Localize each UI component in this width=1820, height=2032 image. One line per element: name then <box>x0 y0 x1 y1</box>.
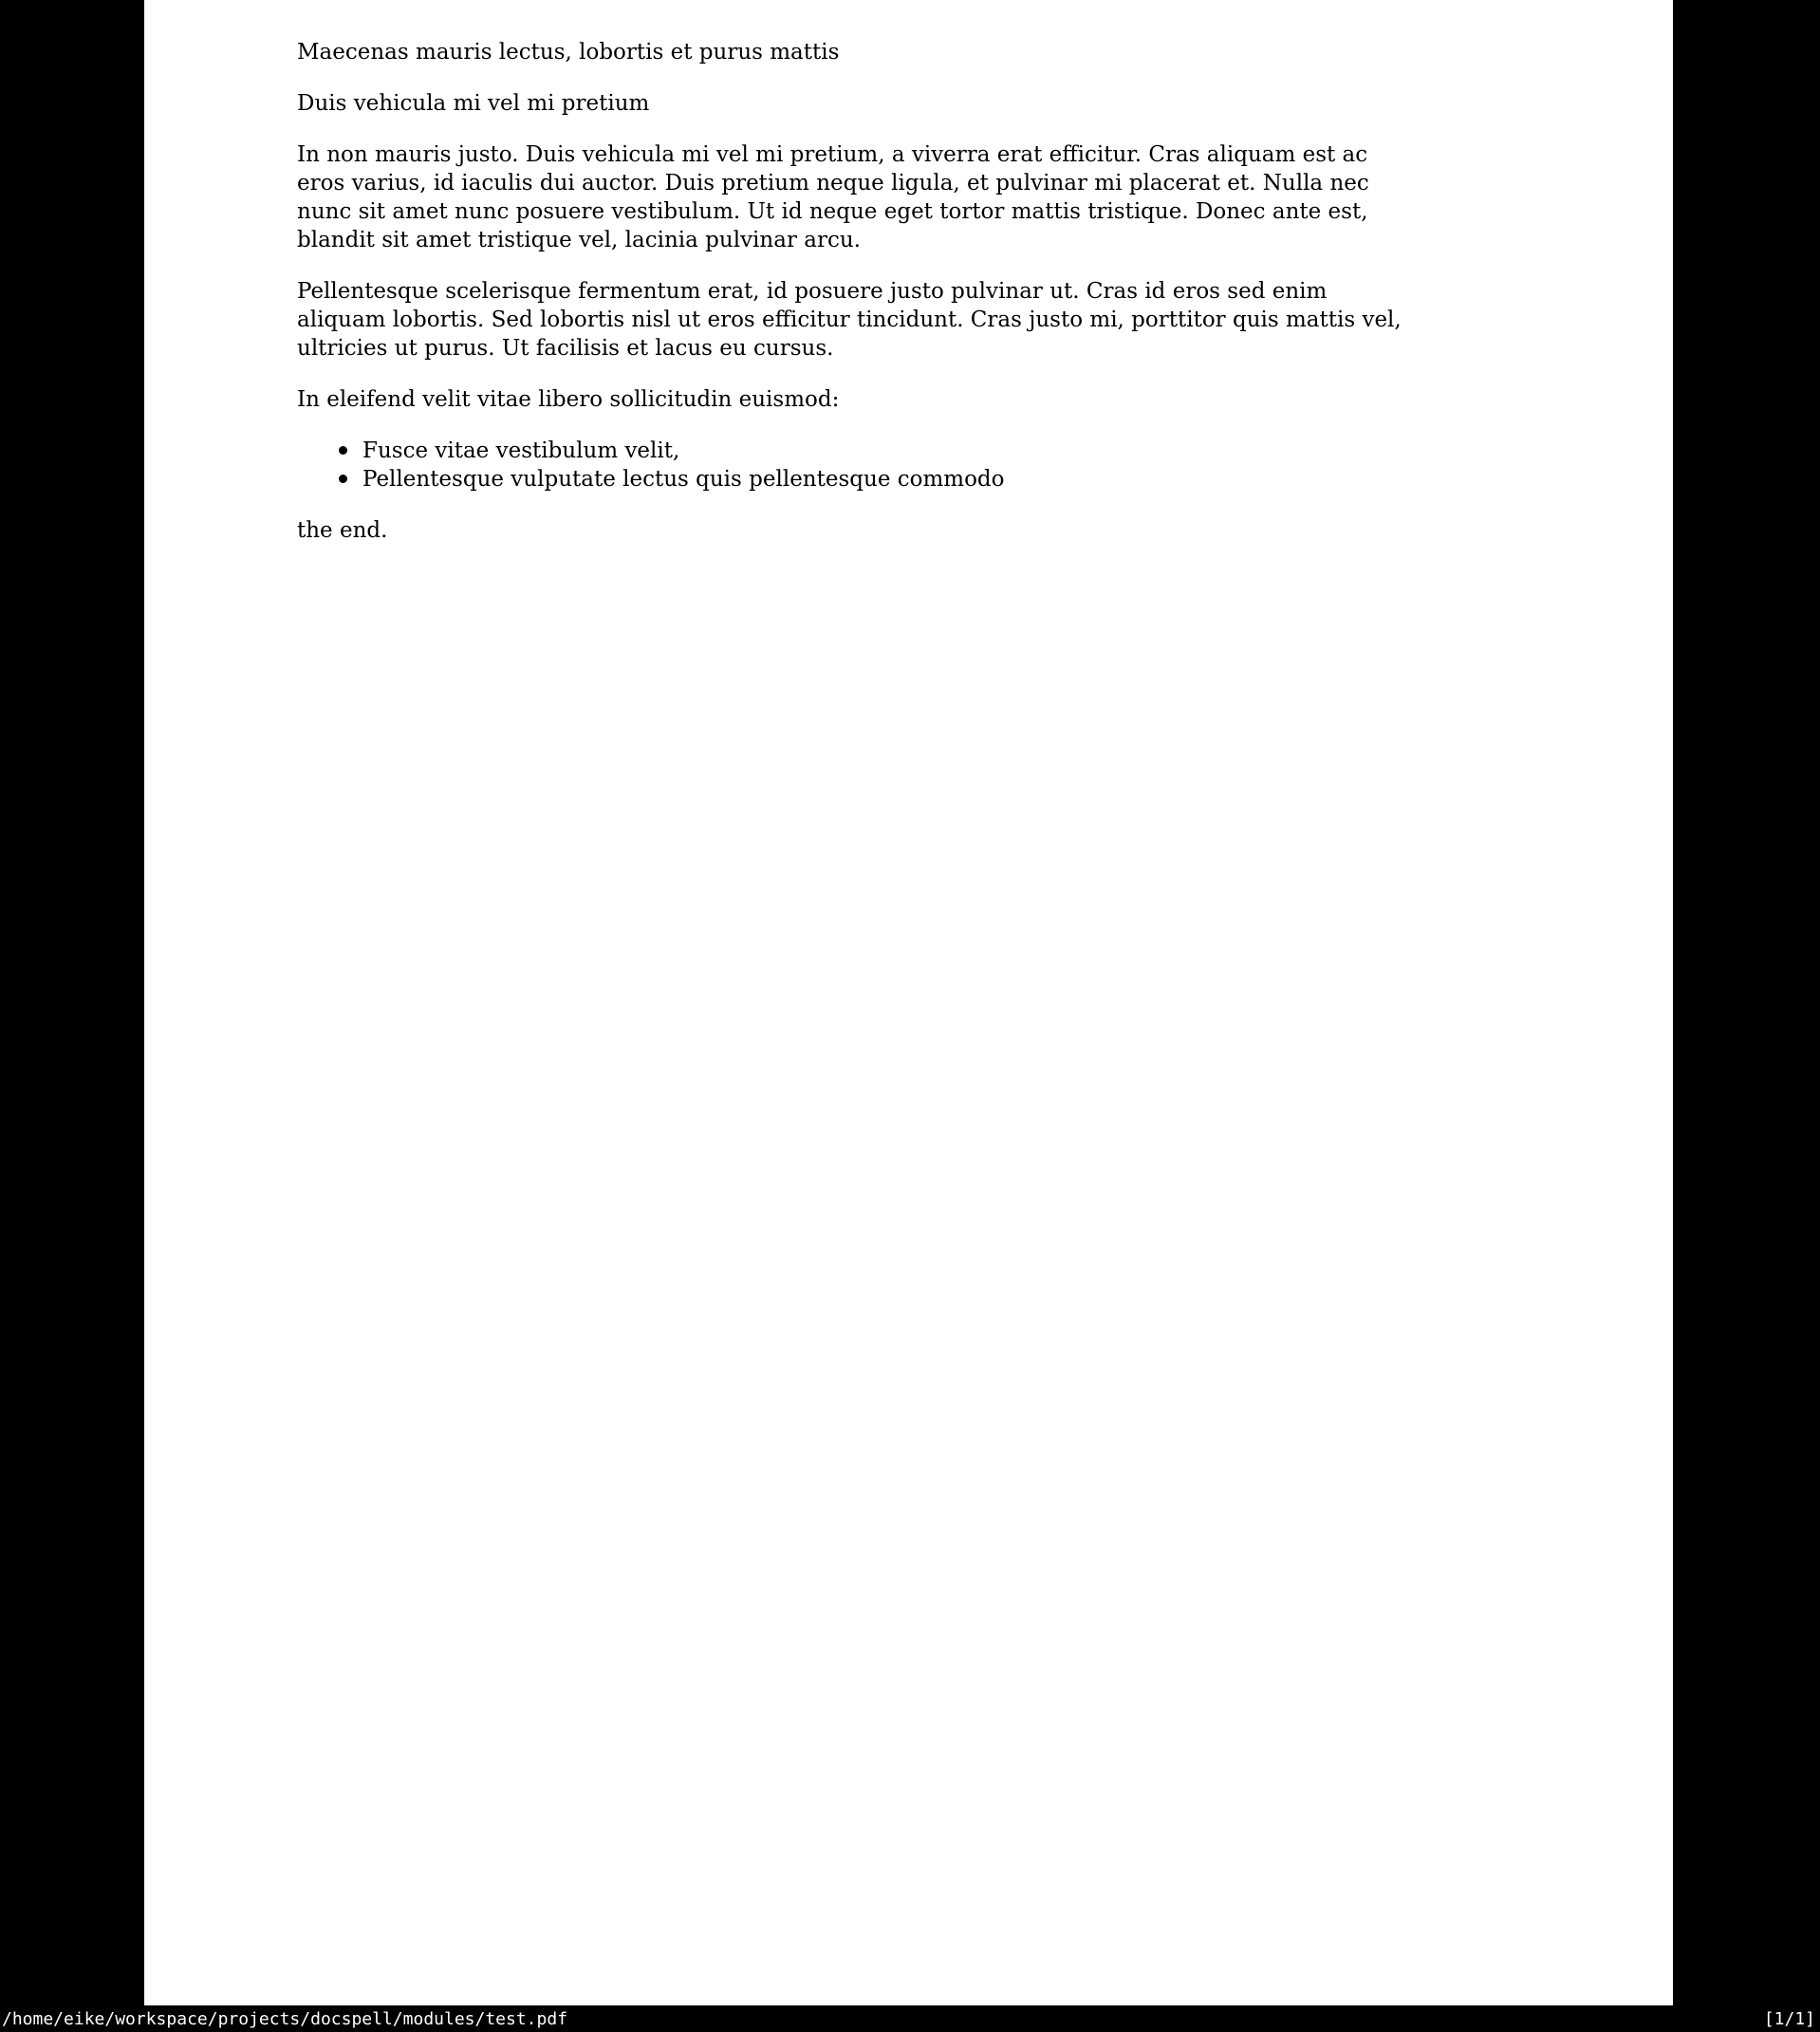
paragraph-line: In non mauris justo. Duis vehicula mi vel mi pretium, a viverra erat efficitur. Cras aliquam est ac <box>297 142 1368 167</box>
bullet-list-item: Pellentesque vulputate lectus quis pellentesque commodo <box>297 465 1673 494</box>
closing-paragraph: the end. <box>297 518 388 543</box>
bullet-list-item: Fusce vitae vestibulum velit, <box>297 437 1673 465</box>
paragraph-line: ultricies ut purus. Ut facilisis et lacus eu cursus. <box>297 336 834 361</box>
paragraph: In eleifend velit vitae libero sollicitudin euismod: <box>297 387 840 412</box>
paragraph-line: eros varius, id iaculis dui auctor. Duis pretium neque ligula, et pulvinar mi placerat et. Nulla nec <box>297 171 1369 196</box>
paragraph: Maecenas mauris lectus, lobortis et purus mattis <box>297 40 840 65</box>
statusbar-page-indicator: [1/1] <box>1763 2008 1815 2029</box>
paragraph-line: blandit sit amet tristique vel, lacinia pulvinar arcu. <box>297 228 861 252</box>
paragraph-line: Pellentesque scelerisque fermentum erat, id posuere justo pulvinar ut. Cras id eros sed enim <box>297 279 1328 304</box>
pdf-page[interactable] <box>144 0 1673 2005</box>
statusbar-file-path: /home/eike/workspace/projects/docspell/modules/test.pdf <box>2 2008 568 2029</box>
paragraph <box>297 140 1673 254</box>
paragraph: Duis vehicula mi vel mi pretium <box>297 91 650 116</box>
paragraph-line: aliquam lobortis. Sed lobortis nisl ut eros efficitur tincidunt. Cras justo mi, porttitor quis mattis vel, <box>297 308 1402 332</box>
statusbar <box>0 2005 1820 2032</box>
paragraph-line: nunc sit amet nunc posuere vestibulum. Ut id neque eget tortor mattis tristique. Donec ante est, <box>297 199 1368 224</box>
paragraph <box>297 277 1673 363</box>
document-content <box>144 0 1673 545</box>
bullet-list <box>297 437 1673 494</box>
